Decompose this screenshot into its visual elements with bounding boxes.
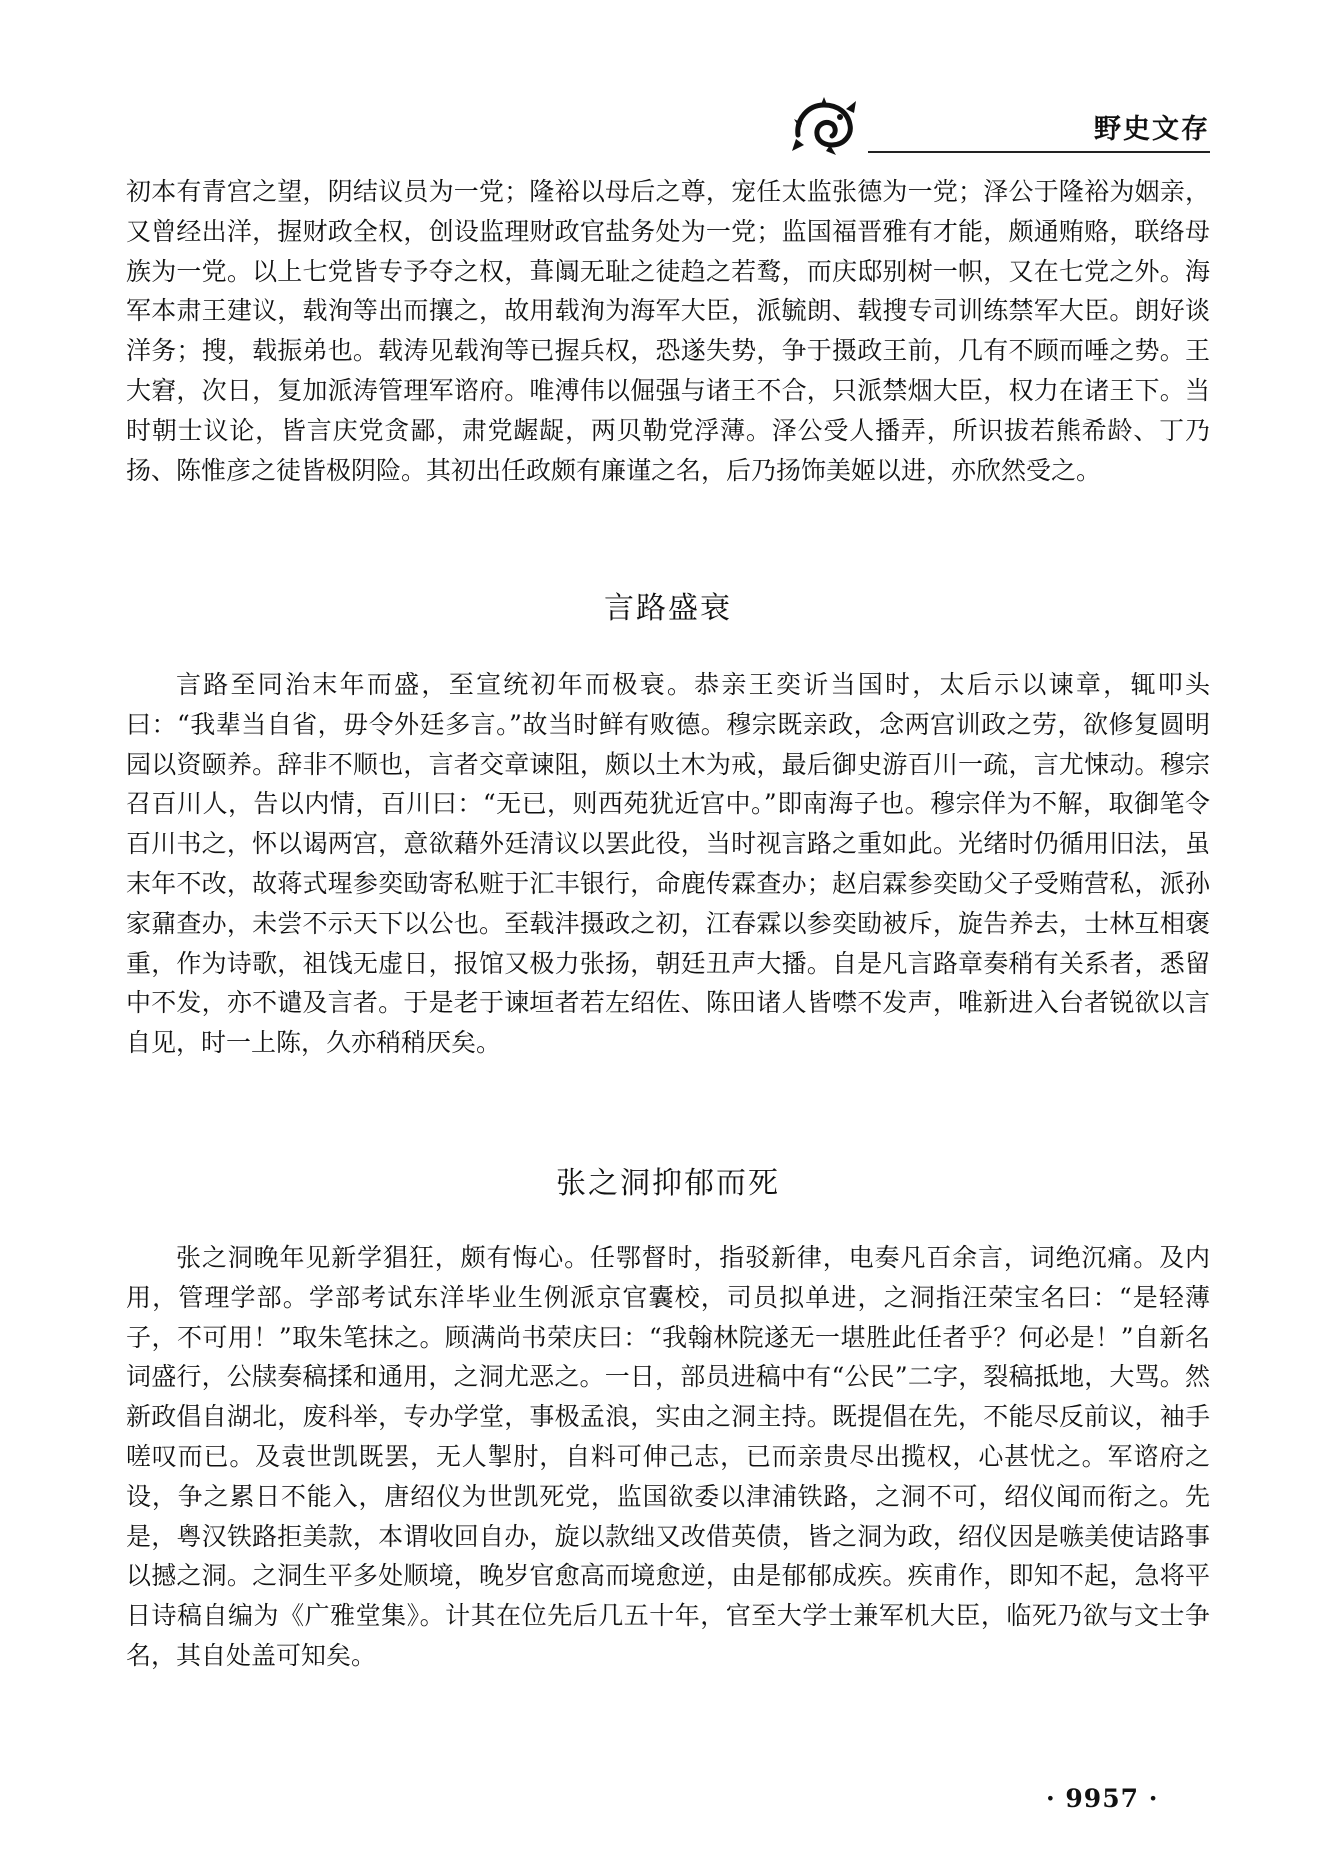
page-number: · 9957 · [1046,1784,1159,1813]
paragraph-continued: 初本有青宫之望，阴结议员为一党；隆裕以母后之尊，宠任太监张德为一党；泽公于隆裕为姻亲，又曾经出洋，握财政全权，创设监理财政官盐务处为一党；监国福晋雅有才能，颇通贿赂，联络母族为一党。以上七党皆专予夺之权，葺阘无耻之徒趋之若鹜，而庆邸别树一帜，又在七党之外。海军本肃王建议，载洵等出而攘之，故用载洵为海军大臣，派毓朗、载搜专司训练禁军大臣。朗好谈洋务；搜，载振弟也。载涛见载洵等已握兵权，恐遂失势，争于摄政王前，几有不顾而唾之势。王大窘，次日，复加派涛管理军谘府。唯溥伟以倔强与诸王不合，只派禁烟大臣，权力在诸王下。当时朝士议论，皆言庆党贪鄙，肃党龌龊，两贝勒党浮薄。泽公受人播弄，所识拔若熊希龄、丁乃扬、陈惟彦之徒皆极阴险。其初出任政颇有廉谨之名，后乃扬饰美姬以进，亦欣然受之。 [126,177,1210,485]
section-body-zhangzhidong: 张之洞晚年见新学猖狂，颇有悔心。任鄂督时，指驳新律，电奏凡百余言，词绝沉痛。及内用，管理学部。学部考试东洋毕业生例派京官囊校，司员拟单进，之洞指汪荣宝名曰：“是轻薄子，不可用！”取朱笔抹之。顾满尚书荣庆曰：“我翰林院遂无一堪胜此任者乎？何必是！”自新名词盛行，公牍奏稿揉和通用，之洞尤恶之。一日，部员进稿中有“公民”二字，裂稿抵地，大骂。然新政倡自湖北，废科举，专办学堂，事极孟浪，实由之洞主持。既提倡在先，不能尽反前议，袖手嗟叹而已。及袁世凯既罢，无人掣肘，自料可伸己志，已而亲贵尽出揽权，心甚忧之。军谘府之设，争之累日不能入，唐绍仪为世凯死党，监国欲委以津浦铁路，之洞不可，绍仪闻而衔之。先是，粤汉铁路拒美款，本谓收回自办，旋以款绌又改借英债，皆之洞为政，绍仪因是嗾美使诘路事以撼之洞。之洞生平多处顺境，晚岁官愈高而境愈逆，由是郁郁成疾。疾甫作，即知不起，急将平日诗稿自编为《广雅堂集》。计其在位先后几五十年，官至大学士兼军机大臣，临死乃欲与文士争名，其自处盖可知矣。 [126,1243,1210,1670]
dragon-emblem-icon [790,95,862,157]
book-title: 野史文存 [1094,114,1210,145]
section-heading-zhangzhidong: 张之洞抑郁而死 [556,1166,780,1201]
header-rule [868,151,1210,153]
section-heading-yanlu: 言路盛衰 [604,591,732,626]
section-body-yanlu: 言路至同治末年而盛，至宣统初年而极衰。恭亲王奕䜣当国时，太后示以谏章，辄叩头曰：“我辈当自省，毋令外廷多言。”故当时鲜有败德。穆宗既亲政，念两宫训政之劳，欲修复圆明园以资颐养。辞非不顺也，言者交章谏阻，颇以土木为戒，最后御史游百川一疏，言尤悚动。穆宗召百川人，告以内情，百川曰：“无已，则西苑犹近宫中。”即南海子也。穆宗佯为不解，取御笔令百川书之，怀以谒两宫，意欲藉外廷清议以罢此役，当时视言路之重如此。光绪时仍循用旧法，虽末年不改，故蒋式瑆参奕劻寄私赃于汇丰银行，命鹿传霖查办；赵启霖参奕劻父子受贿营私，派孙家鼐查办，未尝不示天下以公也。至载沣摄政之初，江春霖以参奕劻被斥，旋告养去，士林互相褒重，作为诗歌，祖饯无虚日，报馆又极力张扬，朝廷丑声大播。自是凡言路章奏稍有关系者，悉留中不发，亦不谴及言者。于是老于谏垣者若左绍佐、陈田诸人皆噤不发声，唯新进入台者锐欲以言自见，时一上陈，久亦稍稍厌矣。 [126,670,1210,1058]
running-header [790,95,1210,157]
